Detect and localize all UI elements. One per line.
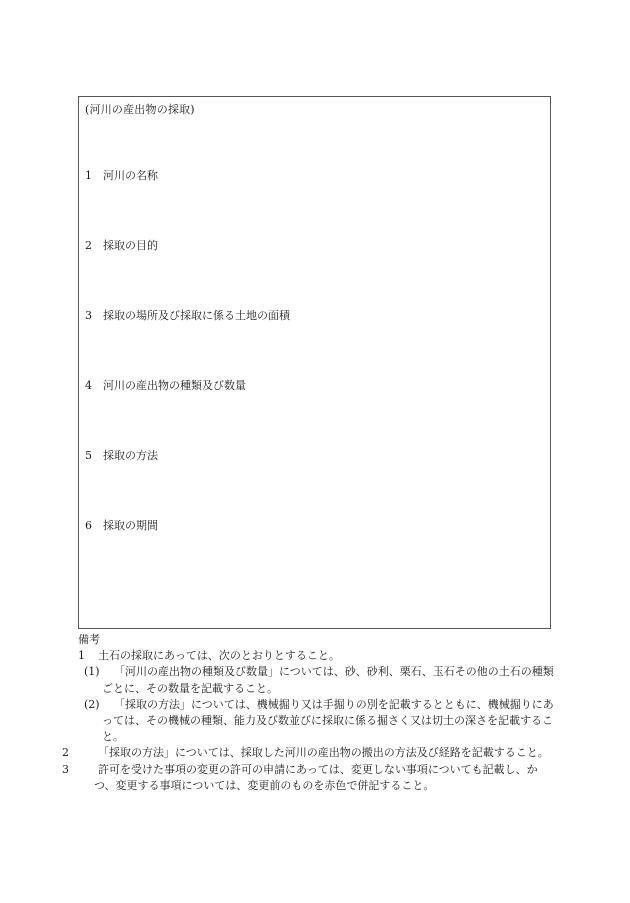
form-item-period bbox=[85, 517, 158, 533]
form-item-purpose bbox=[85, 237, 158, 253]
item-label: 採取の期間 bbox=[103, 519, 158, 532]
item-number: 1 bbox=[85, 169, 92, 182]
item-number: 2 bbox=[85, 239, 92, 252]
remark-text: 土石の採取にあっては、次のとおりとすること。 bbox=[98, 649, 340, 663]
form-item-location-area bbox=[85, 307, 290, 323]
form-item-method bbox=[85, 447, 158, 463]
item-label: 河川の産出物の種類及び数量 bbox=[103, 379, 246, 392]
remark-sub-number: (1) bbox=[84, 665, 100, 679]
item-number: 4 bbox=[85, 379, 92, 392]
remark-2 bbox=[62, 745, 556, 761]
remark-sub-number: (2) bbox=[84, 697, 100, 711]
remark-1-sub-2 bbox=[78, 697, 556, 746]
item-label: 採取の方法 bbox=[103, 449, 158, 462]
item-number: 3 bbox=[85, 309, 92, 322]
form-title: (河川の産出物の採取) bbox=[85, 103, 195, 116]
remark-text: 「採取の方法」については、採取した河川の産出物の搬出の方法及び経路を記載すること。 bbox=[98, 746, 549, 760]
form-item-type-quantity bbox=[85, 377, 246, 393]
item-label: 採取の目的 bbox=[103, 239, 158, 252]
remarks-section bbox=[62, 632, 556, 794]
remark-sub-text: 「採取の方法」については、機械掘り又は手掘りの別を記載するとともに、機械掘りにあっては、その機械の種類、能力及び数並びに採取に係る掘さく又は切土の深さを記載すること。 bbox=[102, 697, 554, 744]
item-number: 5 bbox=[85, 449, 92, 462]
form-item-river-name bbox=[85, 167, 158, 183]
remark-number: 3 bbox=[62, 762, 69, 776]
application-form-box bbox=[78, 96, 551, 629]
remark-1 bbox=[78, 648, 556, 664]
remark-number: 1 bbox=[78, 649, 85, 663]
item-label: 採取の場所及び採取に係る土地の面積 bbox=[103, 309, 290, 322]
remarks-heading: 備考 bbox=[78, 633, 100, 646]
item-label: 河川の名称 bbox=[103, 169, 158, 182]
remark-text: 許可を受けた事項の変更の許可の申請にあっては、変更しない事項についても記載し、かつ、変更する事項については、変更前のものを赤色で併記すること。 bbox=[94, 762, 538, 792]
item-number: 6 bbox=[85, 519, 92, 532]
remark-3 bbox=[62, 762, 556, 794]
remark-number: 2 bbox=[62, 746, 69, 760]
remark-1-sub-1 bbox=[78, 664, 556, 696]
remark-sub-text: 「河川の産出物の種類及び数量」については、砂、砂利、栗石、玉石その他の土石の種類ごとに、その数量を記載すること。 bbox=[102, 665, 554, 695]
